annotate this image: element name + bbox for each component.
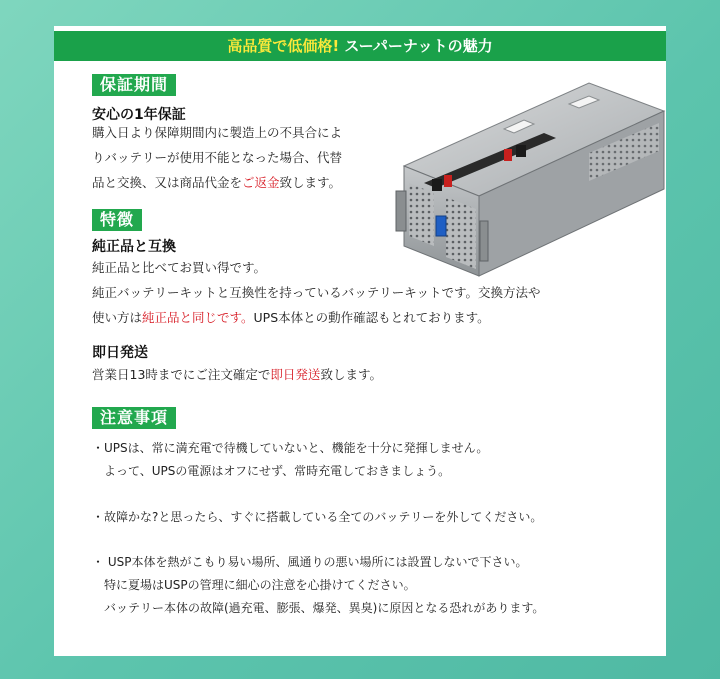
caution-line-2: よって、UPSの電源はオフにせず、常時充電しておきましょう。 — [92, 464, 451, 478]
warranty-heading: 安心の1年保証 — [92, 107, 186, 123]
caution-line-3: ・故障かな?と思ったら、すぐに搭載している全てのバッテリーを外してください。 — [92, 510, 543, 524]
caution-line-1: ・UPSは、常に満充電で待機していないと、機能を十分に発揮しません。 — [92, 441, 489, 455]
warranty-tag: 保証期間 — [92, 74, 176, 96]
features-tag: 特徴 — [92, 209, 142, 231]
caution-line-4: ・ USP本体を熱がこもり易い場所、風通りの悪い場所には設置しないで下さい。 — [92, 555, 528, 569]
header-banner — [54, 31, 666, 61]
warranty-line-3 — [92, 170, 342, 195]
features-line-3-text: 使い方は — [92, 310, 143, 325]
caution-line-5: 特に夏場はUSPの管理に細心の注意を心掛けてください。 — [92, 578, 416, 592]
shipping-line-end: 致します。 — [320, 367, 382, 382]
genuine-highlight: 純正品と同じです。 — [142, 310, 254, 325]
caution-line-6: バッテリー本体の故障(過充電、膨張、爆発、異臭)に原因となる恐れがあります。 — [92, 601, 545, 615]
warranty-line-2: りバッテリーが使用不能となった場合、代替 — [92, 150, 343, 165]
features-heading: 純正品と互換 — [92, 239, 176, 255]
shipping-heading: 即日発送 — [92, 345, 148, 361]
features-line-3-end: UPS本体との動作確認もとれております。 — [253, 310, 490, 325]
warranty-line-1: 購入日より保障期間内に製造上の不具合によ — [92, 125, 343, 140]
warranty-text — [92, 120, 342, 195]
battery-kit-image — [384, 71, 670, 281]
cautions-tag: 注意事項 — [92, 407, 176, 429]
shipping-text — [92, 362, 382, 387]
refund-highlight: ご返金 — [242, 175, 280, 190]
banner-title: スーパーナットの魅力 — [339, 37, 493, 55]
content-card — [54, 26, 666, 656]
features-text — [92, 255, 541, 330]
warranty-line-3-text: 品と交換、又は商品代金を — [92, 175, 243, 190]
features-line-3 — [92, 305, 541, 330]
same-day-highlight: 即日発送 — [270, 367, 321, 382]
features-line-1: 純正品と比べてお買い得です。 — [92, 260, 267, 275]
banner-accent: 高品質で低価格! — [227, 37, 340, 55]
features-line-2: 純正バッテリーキットと互換性を持っているバッテリーキットです。交換方法や — [92, 285, 541, 300]
shipping-line-text: 営業日13時までにご注文確定で — [92, 367, 271, 382]
warranty-line-3-end: 致します。 — [279, 175, 342, 190]
